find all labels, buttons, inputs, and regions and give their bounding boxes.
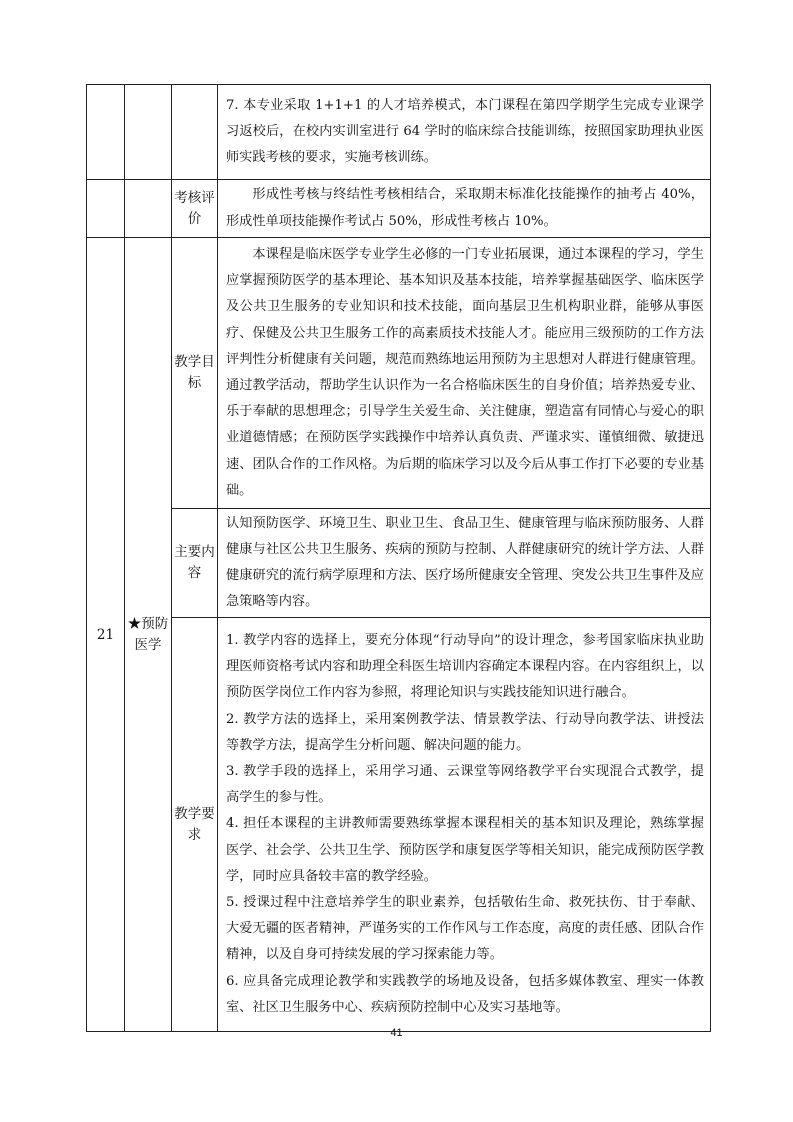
course-requirements-row [87,618,711,1032]
assessment-text: 形成性考核与终结性考核相结合，采取期末标准化技能操作的抽考占 40%，形成性单项技能操作考试占 50%，形成性考核占 10%。 [226,187,704,229]
requirement-item-3: 3. 教学手段的选择上，采用学习通、云课堂等网络教学平台实现混合式教学，提高学生的参与性。 [226,763,704,806]
page-number: 41 [390,1027,403,1039]
prev-number-cell-2 [87,180,125,238]
content-text: 认知预防医学、环境卫生、职业卫生、食品卫生、健康管理与临床预防服务、人群健康与社区公共卫生服务、疾病的预防与控制、人群健康研究的统计学方法、人群健康研究的流行病学原理和方法、医疗场所健康安全管理、突发公共卫生事件及应急策略等内容。 [226,515,704,610]
objectives-text: 本课程是临床医学专业学生必修的一门专业拓展课，通过本课程的学习，学生应掌握预防医学的基本理论、基本知识及基本技能，培养掌握基础医学、临床医学及公共卫生服务的专业知识和技术技能，面向基层卫生机构职业群，能够从事医疗、保健及公共卫生服务工作的高素质技术技能人才。能应用三级预防的工作方法评判性分析健康有关问题，规范而熟练地运用预防为主思想对人群进行健康管理。通过教学活动，帮助学生认识作为一名合格临床医生的自身价值；培养热爱专业、乐于奉献的思想理念；引导学生关爱生命、关注健康，塑造富有同情心与爱心的职业道德情感；在预防医学实践操作中培养认真负责、严谨求实、谨慎细微、敏捷迅速、团队合作的工作风格。为后期的临床学习以及今后从事工作打下必要的专业基础。 [226,246,704,498]
prev-requirements-cell [218,85,711,180]
assessment-label: 考核评价 [172,180,218,238]
content-cell [218,509,711,618]
content-label: 主要内容 [172,509,218,618]
course-content-row [87,509,711,618]
requirement-item-5: 5. 授课过程中注意培养学生的职业素养，包括敬佑生命、救死扶伤、甘于奉献、大爱无疆的医者精神，严谨务实的工作作风与工作态度，高度的责任感、团队合作精神，以及自身可持续发展的学习探索能力等。 [226,895,704,963]
course-objectives-row [87,238,711,509]
prev-label-cell [172,85,218,180]
requirement-item-1: 1. 教学内容的选择上，要充分体现“行动导向”的设计理念，参考国家临床执业助理医师资格考试内容和助理全科医生培训内容确定本课程内容。在内容组织上，以预防医学岗位工作内容为参照，将理论知识与实践技能知识进行融合。 [226,632,704,701]
course-table [86,84,711,1032]
objectives-label: 教学目标 [172,238,218,509]
prev-name-cell-2 [125,180,172,238]
prev-requirement-item-7: 7. 本专业采取 1+1+1 的人才培养模式，本门课程在第四学期学生完成专业课学习返校后，在校内实训室进行 64 学时的临床综合技能训练，按照国家助理执业医师实践考核的要求，实施考核训练。 [226,97,704,166]
prev-number-cell [87,85,125,180]
requirement-item-6: 6. 应具备完成理论教学和实践教学的场地及设备，包括多媒体教室、理实一体教室、社区卫生服务中心、疾病预防控制中心及实习基地等。 [226,973,704,1015]
prev-course-assessment-row [87,180,711,238]
requirement-item-2: 2. 教学方法的选择上，采用案例教学法、情景教学法、行动导向教学法、讲授法等教学方法，提高学生分析问题、解决问题的能力。 [226,711,704,753]
prev-course-requirements-row [87,85,711,180]
course-number: 21 [87,238,125,1032]
objectives-cell [218,238,711,509]
course-name: ★预防医学 [125,238,172,1032]
assessment-cell [218,180,711,238]
requirement-item-4: 4. 担任本课程的主讲教师需要熟练掌握本课程相关的基本知识及理论，熟练掌握医学、社会学、公共卫生学、预防医学和康复医学等相关知识，能完成预防医学教学，同时应具备较丰富的教学经验。 [226,816,704,884]
prev-name-cell [125,85,172,180]
requirements-label: 教学要求 [172,618,218,1032]
requirements-cell [218,618,711,1032]
